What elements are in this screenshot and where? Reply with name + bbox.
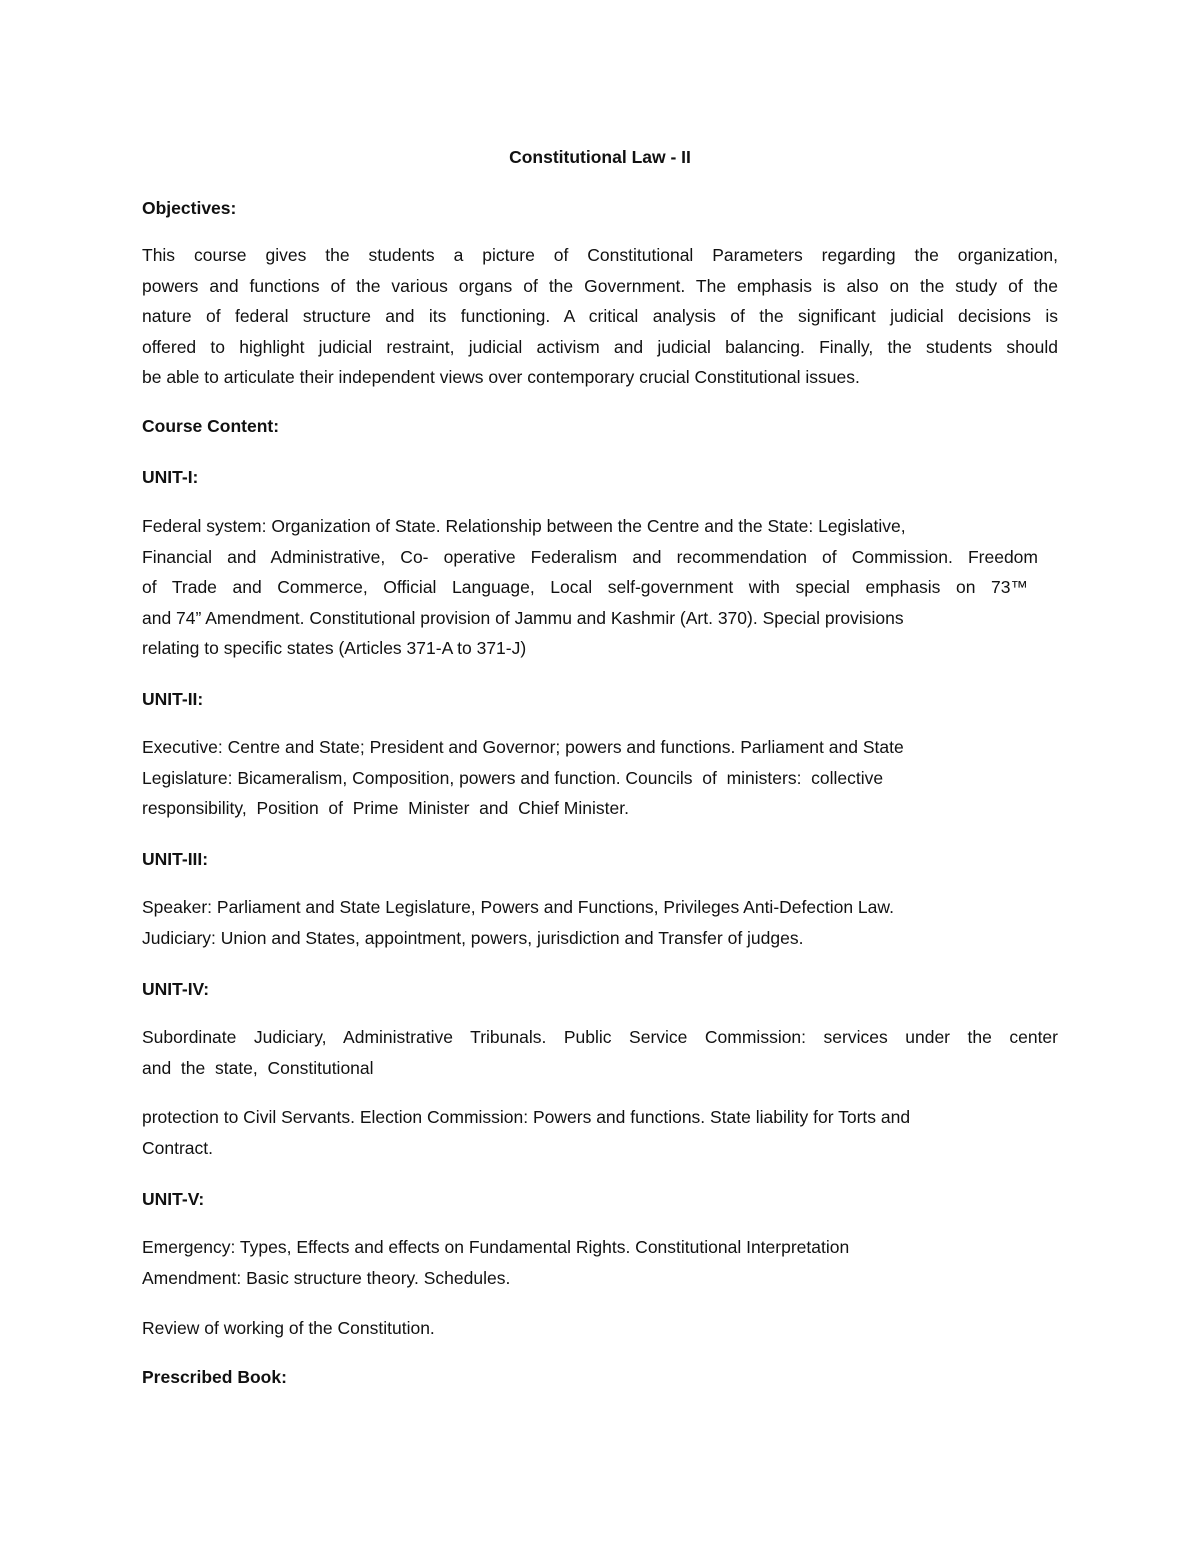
- unit-5-line: Emergency: Types, Effects and effects on Fundamental Rights. Constitutional Interpretation: [142, 1237, 850, 1257]
- course-content-heading: Course Content:: [142, 416, 280, 436]
- unit-1-line: relating to specific states (Articles 371-A to 371-J): [142, 638, 527, 658]
- unit-1-heading: UNIT-I:: [142, 467, 199, 487]
- review-line: Review of working of the Constitution.: [142, 1318, 435, 1338]
- unit-1-line: and 74” Amendment. Constitutional provision of Jammu and Kashmir (Art. 370). Special provisions: [142, 607, 904, 628]
- unit-4-heading: UNIT-IV:: [142, 979, 210, 999]
- prescribed-book-heading: Prescribed Book:: [142, 1367, 287, 1387]
- unit-2-line: Legislature: Bicameralism, Composition, powers and function. Councils of ministers: collective: [142, 767, 884, 788]
- unit-3-line: Speaker: Parliament and State Legislature, Powers and Functions, Privileges Anti-Defection Law.: [142, 897, 894, 917]
- objectives-paragraph: [142, 240, 1058, 393]
- unit-5-paragraph: [142, 1232, 849, 1293]
- unit-4-line: Contract.: [142, 1137, 213, 1158]
- unit-5-line: Amendment: Basic structure theory. Schedules.: [142, 1267, 511, 1288]
- unit-3-heading: UNIT-III:: [142, 849, 209, 869]
- unit-2-line: responsibility, Position of Prime Minister and Chief Minister.: [142, 798, 629, 818]
- unit-1-line: of Trade and Commerce, Official Language, Local self-government with special emphasis on 73™: [142, 577, 1028, 597]
- document-title: Constitutional Law - II: [509, 147, 691, 167]
- objectives-line: offered to highlight judicial restraint, judicial activism and judicial balancing. Finally, the students should: [142, 336, 1058, 357]
- unit-3-line: Judiciary: Union and States, appointment, powers, jurisdiction and Transfer of judges.: [142, 927, 804, 948]
- unit-5-heading: UNIT-V:: [142, 1189, 205, 1209]
- unit-2-heading: UNIT-II:: [142, 689, 204, 709]
- unit-4-line: and the state, Constitutional: [142, 1057, 374, 1078]
- unit-4-line: protection to Civil Servants. Election Commission: Powers and functions. State liability for Torts and: [142, 1107, 911, 1127]
- unit-1-paragraph: [142, 511, 1038, 664]
- unit-4-paragraph-b: [142, 1102, 910, 1163]
- objectives-line: This course gives the students a picture of Constitutional Parameters regarding the organization,: [142, 245, 1058, 265]
- unit-3-paragraph: [142, 892, 894, 953]
- objectives-line: be able to articulate their independent views over contemporary crucial Constitutional issues.: [142, 367, 860, 387]
- unit-2-line: Executive: Centre and State; President and Governor; powers and functions. Parliament and State: [142, 737, 904, 757]
- objectives-line: powers and functions of the various organs of the Government. The emphasis is also on the study of the: [142, 275, 1058, 296]
- unit-1-line: Financial and Administrative, Co- operative Federalism and recommendation of Commission. Freedom: [142, 546, 1038, 567]
- unit-4-line: Subordinate Judiciary, Administrative Tribunals. Public Service Commission: services under the center: [142, 1027, 1058, 1047]
- unit-2-paragraph: [142, 732, 904, 824]
- unit-4-paragraph: [142, 1022, 1058, 1083]
- objectives-heading: Objectives:: [142, 198, 237, 218]
- objectives-line: nature of federal structure and its functioning. A critical analysis of the significant judicial decisions is: [142, 306, 1058, 326]
- unit-1-line: Federal system: Organization of State. Relationship between the Centre and the State: Legislative,: [142, 516, 906, 536]
